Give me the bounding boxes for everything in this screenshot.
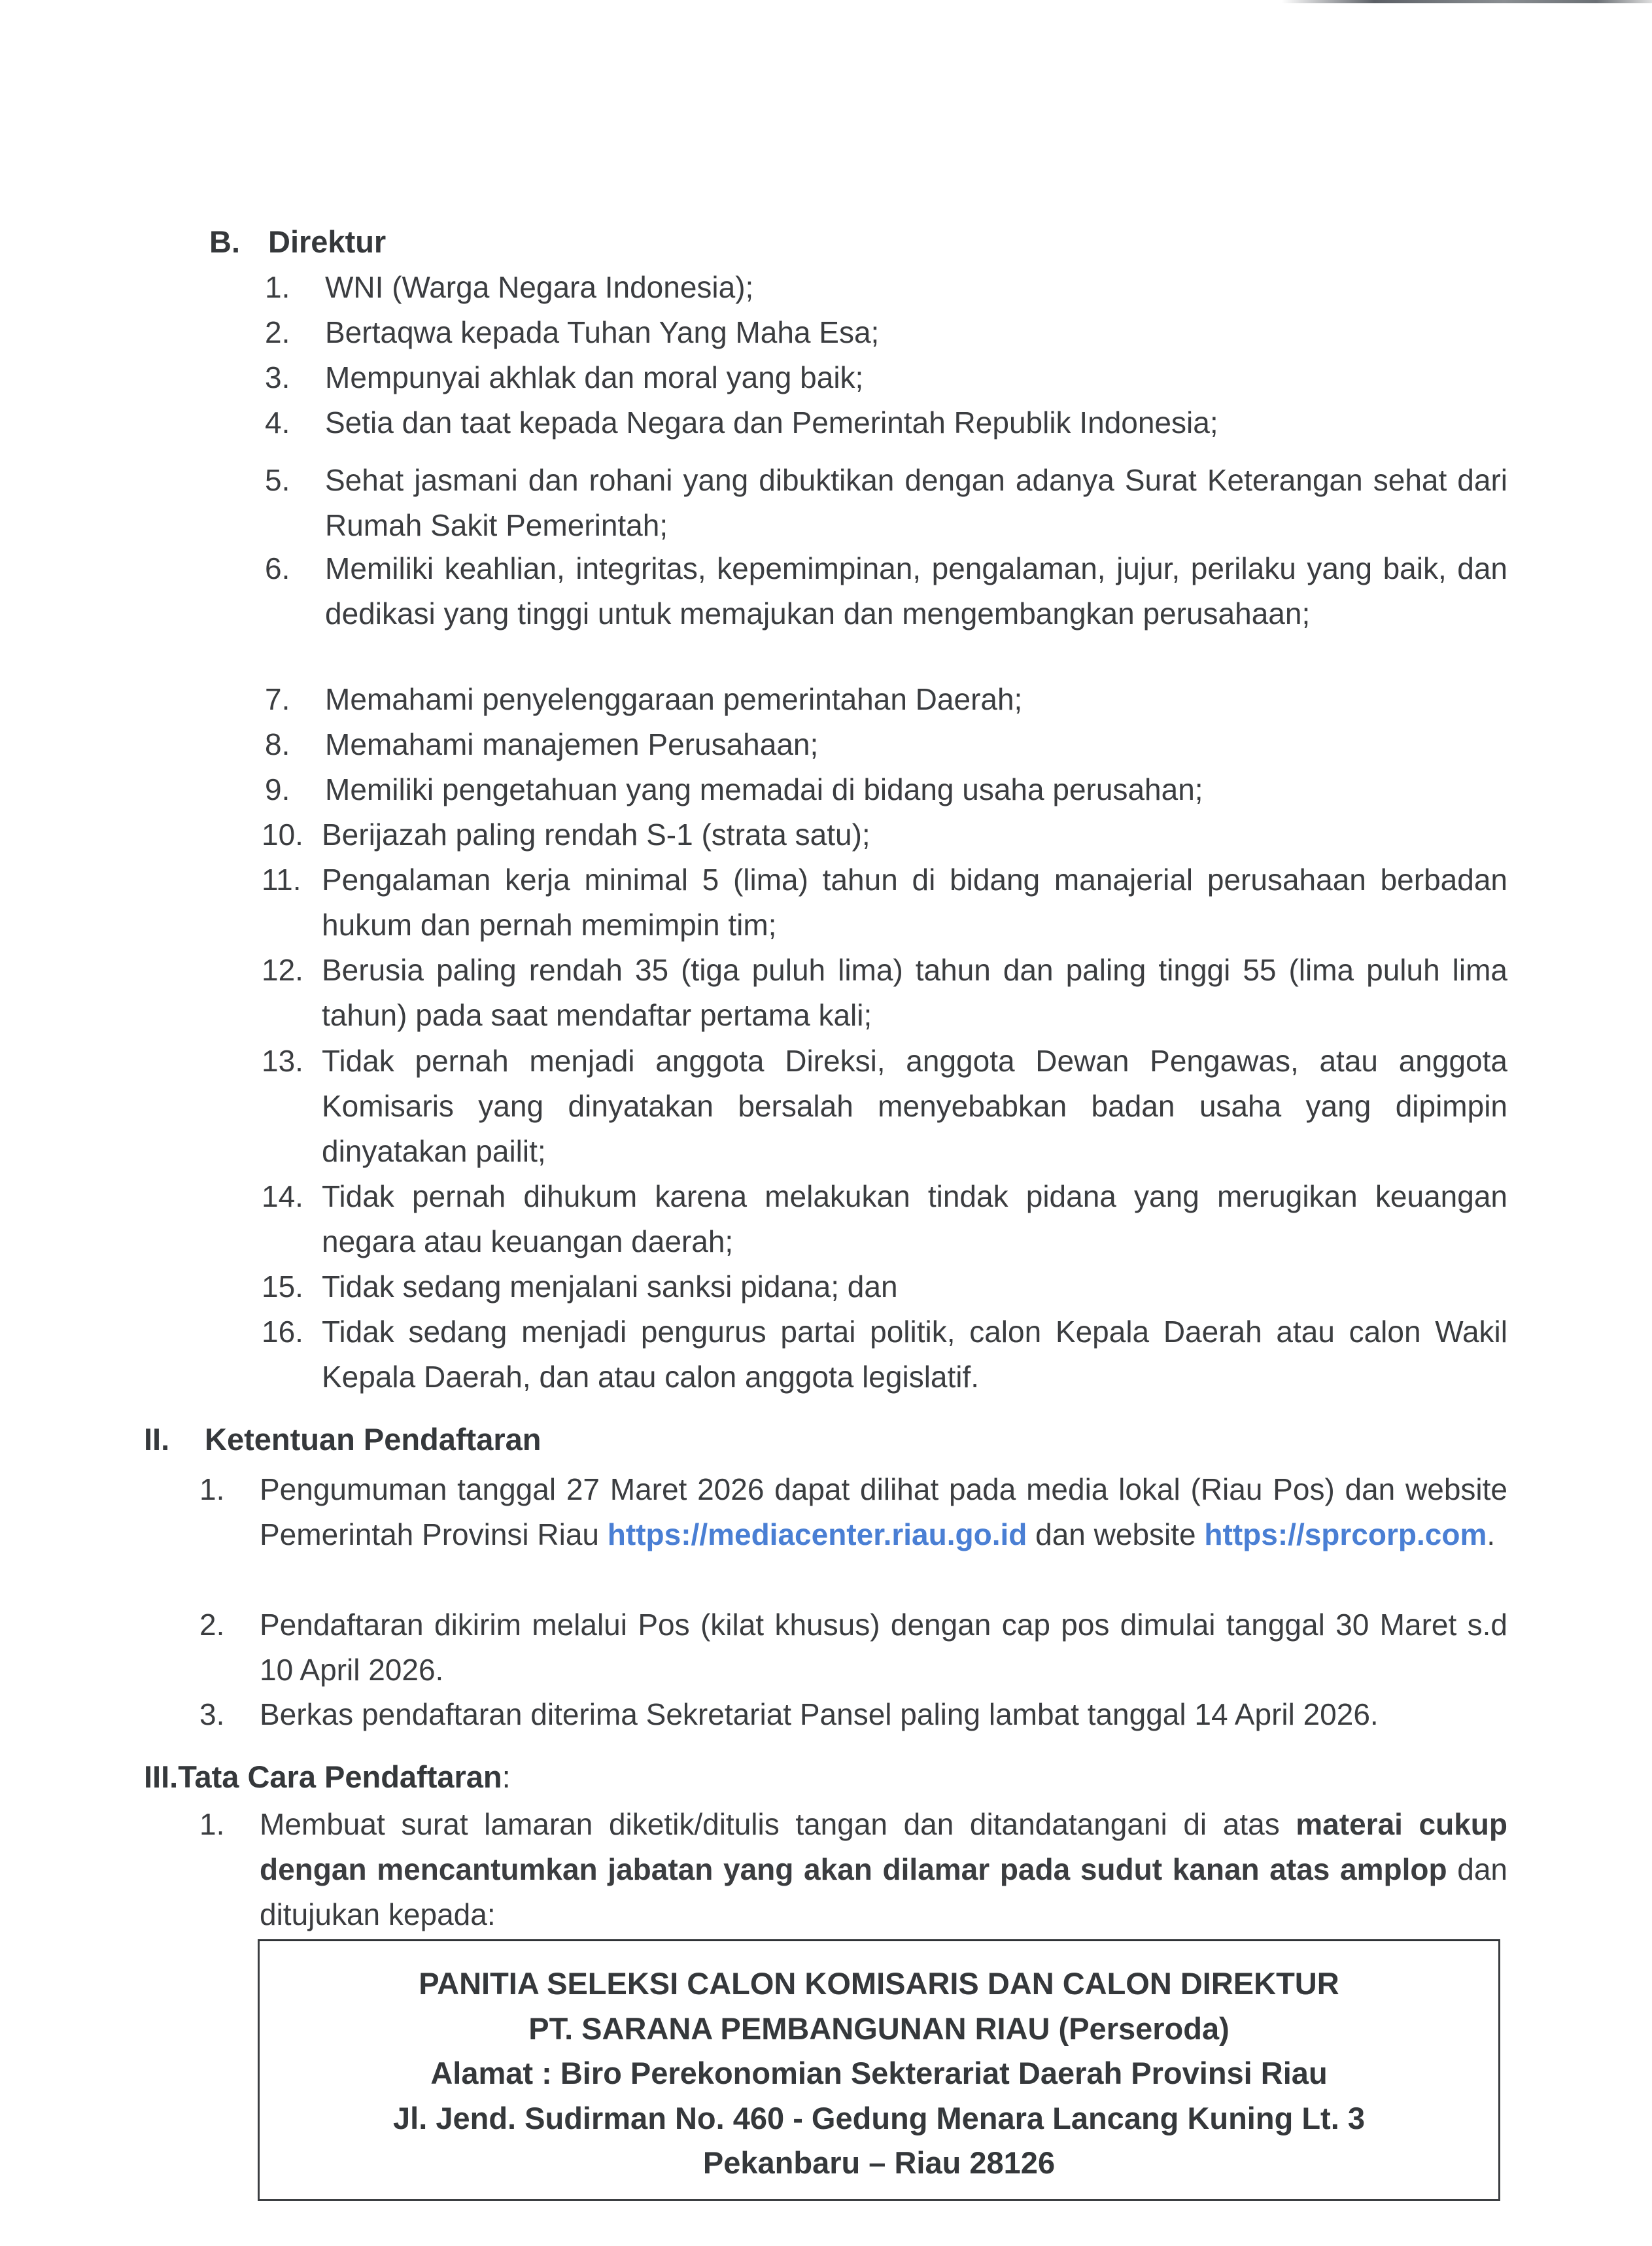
list-item bbox=[199, 1692, 1507, 1737]
list-item bbox=[199, 1802, 1507, 1937]
item-number: 11. bbox=[262, 863, 301, 897]
item-text: Berusia paling rendah 35 (tiga puluh lima) tahun dan paling tinggi 55 (lima puluh lima tahun) pada saat mendaftar pertama kali; bbox=[322, 953, 1507, 1032]
list-item bbox=[262, 1309, 1507, 1400]
address-line-company: PT. SARANA PEMBANGUNAN RIAU (Perseroda) bbox=[528, 2011, 1230, 2046]
address-box bbox=[258, 1939, 1500, 2201]
item-text: Memiliki pengetahuan yang memadai di bidang usaha perusahan; bbox=[325, 772, 1203, 806]
item-number: 8. bbox=[265, 727, 290, 761]
item-number: 13. bbox=[262, 1044, 303, 1078]
item-number: 15. bbox=[262, 1270, 303, 1304]
list-item bbox=[265, 546, 1507, 636]
item-number: 16. bbox=[262, 1315, 303, 1349]
scan-edge-artifact bbox=[1282, 0, 1652, 3]
item-text: Pengalaman kerja minimal 5 (lima) tahun di bidang manajerial perusahaan berbadan hukum dan pernah memimpin tim; bbox=[322, 863, 1507, 942]
section-iii-numeral: III. bbox=[144, 1759, 179, 1794]
item-text: WNI (Warga Negara Indonesia); bbox=[325, 270, 754, 304]
list-item bbox=[262, 1039, 1507, 1174]
item-number: 1. bbox=[265, 270, 290, 304]
item-text: Berkas pendaftaran diterima Sekretariat Pansel paling lambat tanggal 14 April 2026. bbox=[260, 1697, 1379, 1731]
item-number: 7. bbox=[265, 682, 290, 716]
list-item bbox=[265, 355, 1507, 400]
item-number: 10. bbox=[262, 818, 303, 852]
item-number: 1. bbox=[199, 1807, 225, 1841]
sprcorp-link[interactable]: https://sprcorp.com bbox=[1204, 1517, 1487, 1551]
item-text: Memiliki keahlian, integritas, kepemimpinan, pengalaman, jujur, perilaku yang baik, dan dedikasi yang tinggi untuk memajukan dan mengembangkan perusahaan; bbox=[325, 551, 1507, 631]
section-ii-numeral: II. bbox=[144, 1422, 170, 1457]
section-b-title: Direktur bbox=[268, 224, 387, 259]
item-number: 6. bbox=[265, 551, 290, 585]
emphasis-text: materai cukup dengan mencantumkan jabatan yang akan dilamar pada sudut kanan atas amplop bbox=[260, 1807, 1507, 1886]
list-item bbox=[262, 1174, 1507, 1264]
list-item bbox=[265, 310, 1507, 355]
item-text: Mempunyai akhlak dan moral yang baik; bbox=[325, 360, 864, 394]
section-ii-heading bbox=[144, 1417, 541, 1462]
list-item bbox=[199, 1602, 1507, 1693]
address-line-city: Pekanbaru – Riau 28126 bbox=[702, 2145, 1056, 2180]
list-item bbox=[262, 857, 1507, 948]
mediacenter-link[interactable]: https://mediacenter.riau.go.id bbox=[607, 1517, 1027, 1551]
list-item bbox=[265, 265, 1507, 310]
address-line-street: Jl. Jend. Sudirman No. 460 - Gedung Menara Lancang Kuning Lt. 3 bbox=[393, 2101, 1365, 2135]
address-line-committee: PANITIA SELEKSI CALON KOMISARIS DAN CALON DIREKTUR bbox=[419, 1966, 1339, 2001]
section-iii-title: Tata Cara Pendaftaran bbox=[178, 1759, 502, 1794]
list-item bbox=[265, 767, 1507, 812]
item-text: Bertaqwa kepada Tuhan Yang Maha Esa; bbox=[325, 315, 880, 349]
list-item bbox=[265, 677, 1507, 722]
item-text: Tidak sedang menjadi pengurus partai politik, calon Kepala Daerah atau calon Wakil Kepala Daerah, dan atau calon anggota legislatif. bbox=[322, 1315, 1507, 1394]
list-item bbox=[265, 458, 1507, 548]
address-line-office: Alamat : Biro Perekonomian Sekterariat Daerah Provinsi Riau bbox=[430, 2056, 1328, 2090]
item-text: Tidak pernah dihukum karena melakukan tindak pidana yang merugikan keuangan negara atau keuangan daerah; bbox=[322, 1179, 1507, 1258]
item-text: Pengumuman tanggal 27 Maret 2026 dapat dilihat pada media lokal (Riau Pos) dan website Pemerintah Provinsi Riau https://mediacenter.riau.go.id dan website https://sprcorp.com. bbox=[260, 1472, 1507, 1551]
list-item bbox=[262, 812, 1507, 857]
section-iii-heading bbox=[144, 1754, 511, 1799]
list-item bbox=[262, 1264, 1507, 1309]
item-text: Setia dan taat kepada Negara dan Pemerintah Republik Indonesia; bbox=[325, 406, 1218, 440]
item-number: 9. bbox=[265, 772, 290, 806]
list-item bbox=[262, 948, 1507, 1038]
item-text: Berijazah paling rendah S-1 (strata satu); bbox=[322, 818, 870, 852]
item-number: 5. bbox=[265, 463, 290, 497]
list-item bbox=[199, 1467, 1507, 1557]
item-number: 1. bbox=[199, 1472, 225, 1506]
section-b-heading bbox=[209, 219, 386, 264]
item-text: Sehat jasmani dan rohani yang dibuktikan dengan adanya Surat Keterangan sehat dari Rumah Sakit Pemerintah; bbox=[325, 463, 1507, 542]
item-number: 2. bbox=[199, 1608, 225, 1642]
item-number: 3. bbox=[199, 1697, 225, 1731]
item-number: 2. bbox=[265, 315, 290, 349]
item-text: Tidak sedang menjalani sanksi pidana; dan bbox=[322, 1270, 898, 1304]
item-number: 3. bbox=[265, 360, 290, 394]
section-iii-colon: : bbox=[502, 1759, 511, 1794]
section-b-letter: B. bbox=[209, 224, 240, 259]
item-number: 14. bbox=[262, 1179, 303, 1213]
item-number: 4. bbox=[265, 406, 290, 440]
item-text: Pendaftaran dikirim melalui Pos (kilat khusus) dengan cap pos dimulai tanggal 30 Maret s.d 10 April 2026. bbox=[260, 1608, 1507, 1687]
item-text: Membuat surat lamaran diketik/ditulis tangan dan ditandatangani di atas materai cukup dengan mencantumkan jabatan yang akan dilamar pada sudut kanan atas amplop dan ditujukan kepada: bbox=[260, 1807, 1508, 1931]
section-ii-title: Ketentuan Pendaftaran bbox=[205, 1422, 542, 1457]
list-item bbox=[265, 722, 1507, 767]
item-text: Memahami penyelenggaraan pemerintahan Daerah; bbox=[325, 682, 1023, 716]
item-number: 12. bbox=[262, 953, 303, 987]
item-text: Tidak pernah menjadi anggota Direksi, anggota Dewan Pengawas, atau anggota Komisaris yang dinyatakan bersalah menyebabkan badan usaha yang dipimpin dinyatakan pailit; bbox=[322, 1044, 1507, 1168]
item-text: Memahami manajemen Perusahaan; bbox=[325, 727, 819, 761]
list-item bbox=[265, 400, 1507, 445]
